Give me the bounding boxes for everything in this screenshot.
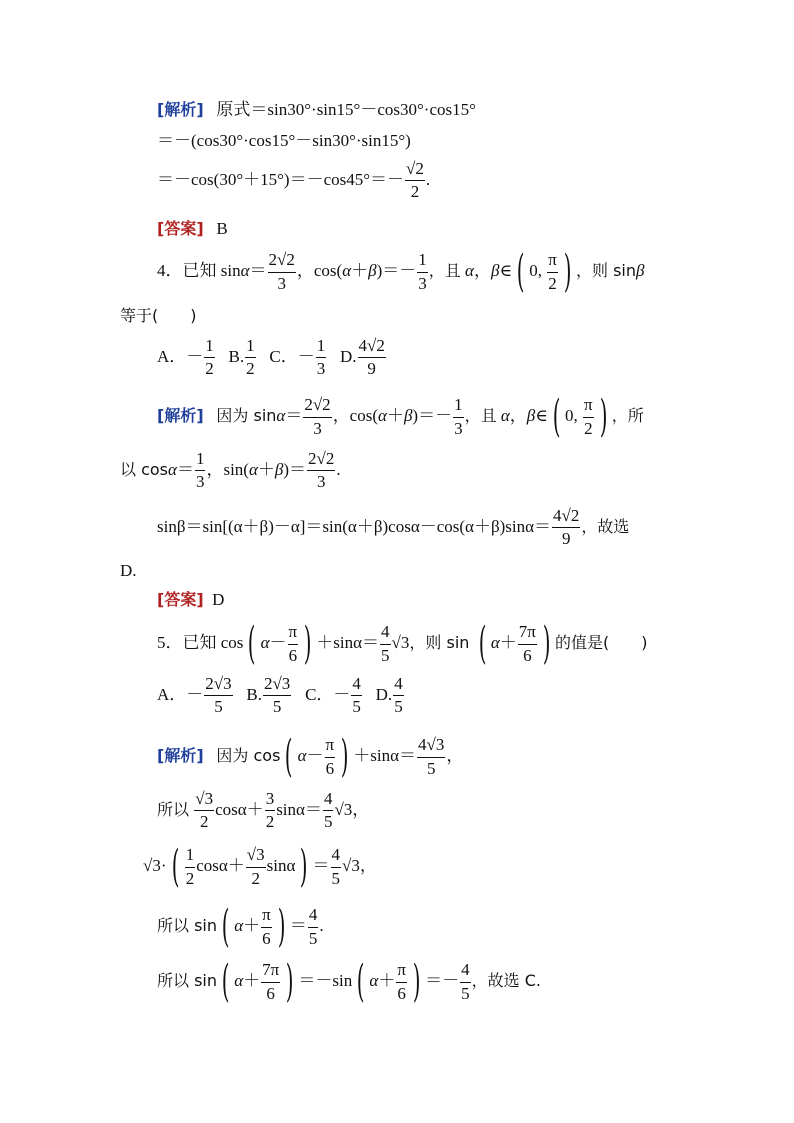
sol3-text3: ＝－cos(30°＋15°)＝－cos45°＝－ [157,169,405,189]
option-b: B. $\frac{2√3}{5}$ [246,674,291,717]
q5-sol-line2: 所以 $\frac{√3}{2}$ cosα＋ $\frac{3}{2}$ sinα＝ $\frac{4}{5}$ √3， [157,789,370,832]
analysis-tag: [解析] [157,100,204,119]
option-a: A．－ $\frac{1}{2}$ [157,336,214,379]
q5-stem: 5．已知 cos ( α－ $\frac{\pi}{6}$ ) ＋sinα＝ $\frac{4}{5}$ √3，则 sin ( α＋ $\frac{7\pi}{6}$ ) 的值是( ) [157,618,648,669]
q4-stem: 4．已知 sinα＝ $\frac{2√2}{3}$ ，cos(α＋β)＝－ $\frac{1}{3}$ ，且 α，β∈ ( 0, $\frac{\pi}{2}$ ) ，则 sinβ [157,246,645,297]
sol3-text2: ＝－(cos30°·cos15°－sin30°·sin15°) [157,131,411,150]
sol3-answer [157,220,228,237]
fraction: $\frac{\pi}{2}$ [548,250,557,293]
option-b: B. $\frac{1}{2}$ [228,336,255,379]
q4-stem-line2: 等于( ) [120,306,197,325]
q5-sol-line5: 所以 sin ( α＋ $\frac{7\pi}{6}$ ) ＝－sin ( α＋ $\frac{\pi}{6}$ ) ＝－ $\frac{4}{5}$ ，故选 C. [157,956,541,1007]
sol3-text1: 原式＝sin30°·sin15°－cos30°·cos15° [216,100,476,119]
sol3-line3: ＝－cos(30°＋15°)＝－cos45°＝－ $\frac{√2}{2}$ . [157,159,431,202]
option-a: A．－ $\frac{2√3}{5}$ [157,674,232,717]
fraction: $\frac{2√2}{3}$ [268,250,295,293]
option-d: D. $\frac{4√2}{9}$ [339,336,385,379]
option-d: D. $\frac{4}{5}$ [375,674,403,717]
q5-sol-line4: 所以 sin ( α＋ $\frac{\pi}{6}$ ) ＝ $\frac{4}{5}$ . [157,901,324,952]
fraction: $\frac{1}{3}$ [418,250,427,293]
sol3-line2 [157,132,411,149]
q4-sol-line4: D. [120,561,137,580]
answer-tag: [答案] [157,219,204,238]
sol3-answer-value: B [216,219,228,238]
q5-sol-line1: [解析] 因为 cos ( α－ $\frac{\pi}{6}$ ) ＋sinα＝ $\frac{4√3}{5}$ ， [157,731,464,782]
q4-sol-line3: sinβ＝sin[(α＋β)－α]＝sin(α＋β)cosα－cos(α＋β)sinα＝ $\frac{4√2}{9}$ ，故选 [157,506,630,549]
q4-options [157,337,387,379]
q5-options [157,675,405,717]
option-c: C．－ $\frac{4}{5}$ [305,674,361,717]
q4-sol-line2: 以 cosα＝ $\frac{1}{3}$ ，sin(α＋β)＝ $\frac{2√2}{3}$ . [120,449,341,492]
sol3-line1 [157,101,476,118]
q5-sol-line3: √3· ( $\frac{1}{2}$ cosα＋ $\frac{√3}{2}$ sinα ) ＝ $\frac{4}{5}$ √3， [143,841,377,892]
fraction: $\frac{√2}{2}$ [406,159,424,202]
option-c: C．－ $\frac{1}{3}$ [269,336,326,379]
q4-sol-line1: [解析] 因为 sinα＝ $\frac{2√2}{3}$ ，cos(α＋β)＝－ $\frac{1}{3}$ ，且 α，β∈ ( 0, $\frac{\pi}{2}$ ) ，所 [157,391,644,442]
q4-answer: [答案] D [157,590,225,609]
